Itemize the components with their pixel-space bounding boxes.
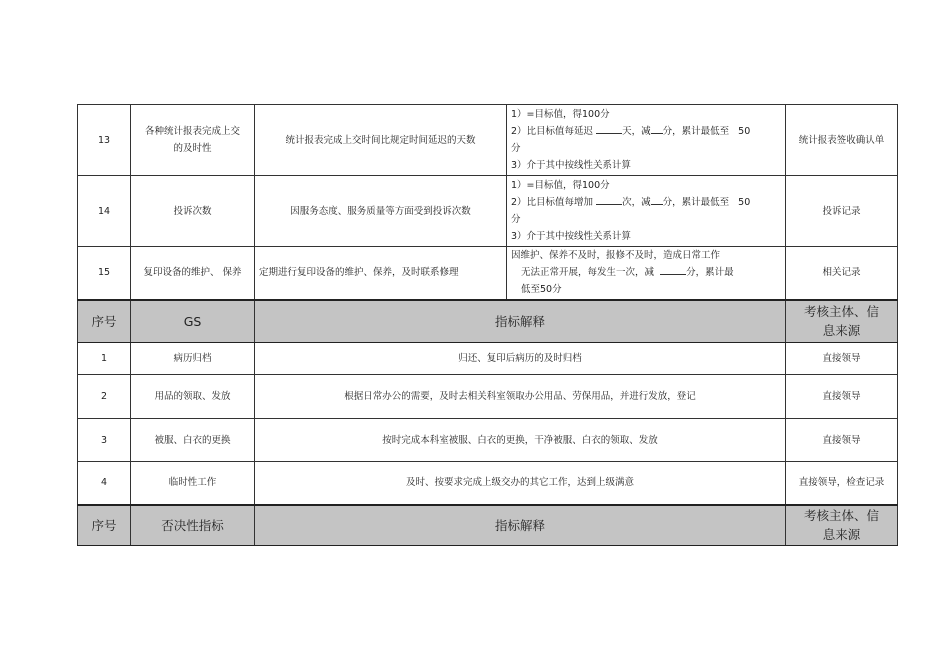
scoring-criteria: 1）=目标值，得100分 2）比目标值每增加 次，减 分，累计最低至 50 分 3）介于其中按线性关系计算	[507, 176, 786, 247]
row-number: 4	[78, 462, 131, 505]
table-row	[78, 105, 898, 176]
info-source: 直接领导	[786, 375, 898, 419]
header-source: 考核主体、信息来源	[786, 300, 898, 343]
header-gs: GS	[131, 300, 255, 343]
indicator-description: 及时、按要求完成上级交办的其它工作，达到上级满意	[255, 462, 786, 505]
indicator-description: 定期进行复印设备的维护、保养，及时联系修理	[255, 247, 507, 300]
row-number: 13	[78, 105, 131, 176]
indicator-name: 被服、白衣的更换	[131, 419, 255, 462]
indicator-name: 投诉次数	[131, 176, 255, 247]
row-number: 14	[78, 176, 131, 247]
info-source: 相关记录	[786, 247, 898, 300]
table-header	[78, 505, 898, 546]
row-number: 2	[78, 375, 131, 419]
header-source: 考核主体、信息来源	[786, 505, 898, 546]
indicator-description: 统计报表完成上交时间比规定时间延迟的天数	[255, 105, 507, 176]
scoring-criteria: 因维护、保养不及时，报修不及时，造成日常工作 无法正常开展，每发生一次，减 分，累计最 低至50分	[507, 247, 786, 300]
info-source: 统计报表签收确认单	[786, 105, 898, 176]
scoring-criteria: 1）=目标值，得100分 2）比目标值每延迟 天，减 分，累计最低至 50 分 3）介于其中按线性关系计算	[507, 105, 786, 176]
table-header	[78, 300, 898, 343]
indicator-name: 复印设备的维护、 保养	[131, 247, 255, 300]
header-description: 指标解释	[255, 505, 786, 546]
indicator-description: 因服务态度、服务质量等方面受到投诉次数	[255, 176, 507, 247]
indicator-description: 根据日常办公的需要，及时去相关科室领取办公用品、劳保用品，并进行发放，登记	[255, 375, 786, 419]
info-source: 直接领导，检查记录	[786, 462, 898, 505]
indicator-name: 用品的领取、发放	[131, 375, 255, 419]
kpi-table	[77, 104, 898, 546]
row-number: 1	[78, 343, 131, 375]
header-number: 序号	[78, 300, 131, 343]
info-source: 直接领导	[786, 419, 898, 462]
header-description: 指标解释	[255, 300, 786, 343]
table-row	[78, 176, 898, 247]
indicator-name: 病历归档	[131, 343, 255, 375]
table-row	[78, 343, 898, 375]
indicator-description: 归还、复印后病历的及时归档	[255, 343, 786, 375]
table-row	[78, 247, 898, 300]
indicator-name: 临时性工作	[131, 462, 255, 505]
info-source: 直接领导	[786, 343, 898, 375]
info-source: 投诉记录	[786, 176, 898, 247]
row-number: 15	[78, 247, 131, 300]
indicator-description: 按时完成本科室被服、白衣的更换，干净被服、白衣的领取、发放	[255, 419, 786, 462]
indicator-name: 各种统计报表完成上交的及时性	[131, 105, 255, 176]
table-row	[78, 419, 898, 462]
row-number: 3	[78, 419, 131, 462]
header-veto-indicator: 否决性指标	[131, 505, 255, 546]
table-row	[78, 462, 898, 505]
header-number: 序号	[78, 505, 131, 546]
table-row	[78, 375, 898, 419]
